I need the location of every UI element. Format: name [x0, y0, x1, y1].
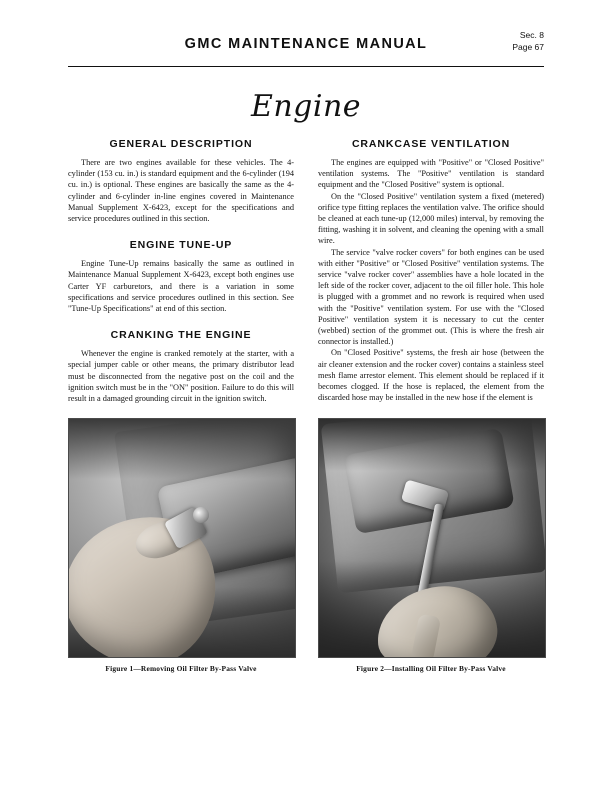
- section-number: Sec. 8: [519, 30, 544, 40]
- paragraph-crankcase-2: On the "Closed Positive" ventilation system a fixed (metered) orifice type fitting replaces the ventilation valve. The orifice should be cleaned at each tune-up (12,000 miles) interval, by removing the fitting, washing it in solvent, and cleaning the opening with a small wire.: [318, 191, 544, 246]
- paragraph-cranking-the-engine: Whenever the engine is cranked remotely at the starter, with a special jumper cable or other means, the primary distributor lead must be disconnected from the negative post on the coil and the ignition switch must be in the "ON" position. Failure to do this will result in a damaged grounding circuit in the ignition switch.: [68, 349, 294, 404]
- figure-2: [318, 418, 544, 673]
- left-column: [68, 138, 294, 404]
- paragraph-crankcase-1: The engines are equipped with "Positive" or "Closed Positive" ventilation systems. The "Positive" ventilation is standard equipment and the "Closed Positive" system is optional.: [318, 158, 544, 190]
- figure-1: [68, 418, 294, 673]
- heading-cranking-the-engine: CRANKING THE ENGINE: [110, 329, 252, 342]
- right-column: [318, 138, 544, 404]
- page-header: [68, 30, 544, 64]
- photo-vignette-top: [319, 419, 545, 471]
- paragraph-crankcase-4: On "Closed Positive" systems, the fresh air hose (between the air cleaner extension and the rocker cover) contains a stainless steel mesh flame arrestor element. This element should be replaced if it becomes clogged. If the hose is replaced, the element from the discarded hose may be installed in the new hose if the element is: [318, 348, 544, 403]
- figure-1-caption: Figure 1—Removing Oil Filter By-Pass Valve: [105, 664, 257, 674]
- heading-engine-tune-up: ENGINE TUNE-UP: [129, 239, 233, 252]
- paragraph-engine-tune-up: Engine Tune-Up remains basically the same as outlined in Maintenance Manual Supplement X-6423, except both engines use Carter YF carburetors, and there is a variation in some specifications and service procedures outlined in this section. See "Tune-Up Specifications" at end of this section.: [68, 259, 294, 314]
- article-columns: [68, 138, 544, 404]
- figure-1-photo: [68, 418, 296, 658]
- page-number: Page 67: [512, 41, 544, 52]
- figure-2-caption: Figure 2—Installing Oil Filter By-Pass Valve: [356, 664, 506, 674]
- paragraph-general-description: There are two engines available for these vehicles. The 4-cylinder (153 cu. in.) is standard equipment and the 6-cylinder (194 cu. in.) is optional. These engines are basically the same as the 4-cylinder and 6-cylinder in-line engines covered in Maintenance Manual Supplement X-6423, except for the specifications and service procedures outlined in this section.: [68, 158, 294, 224]
- paragraph-crankcase-3: The service "valve rocker covers" for both engines can be used with either "Positive" or "Closed Positive" ventilation systems. The service "valve rocker cover" assemblies have a hole located in the left side of the rocker cover, adjacent to the oil filler hole. This hole is plugged with a grommet and no rework is required when used with the "Positive" ventilation system. For use with the "Closed Positive" ventilation system it is necessary to cut the center (webbed) section of the grommet out. (This is where the fresh air connector is installed.): [318, 247, 544, 347]
- photo-vignette-top: [69, 419, 295, 479]
- header-divider: [68, 66, 544, 67]
- heading-general-description: GENERAL DESCRIPTION: [109, 138, 253, 150]
- section-page-indicator: [512, 30, 544, 53]
- figure-2-photo: [318, 418, 546, 658]
- page-title: Engine: [250, 89, 362, 124]
- manual-title: GMC MAINTENANCE MANUAL: [184, 36, 428, 52]
- figure-row: [68, 418, 544, 673]
- heading-crankcase-ventilation: CRANKCASE VENTILATION: [351, 138, 511, 150]
